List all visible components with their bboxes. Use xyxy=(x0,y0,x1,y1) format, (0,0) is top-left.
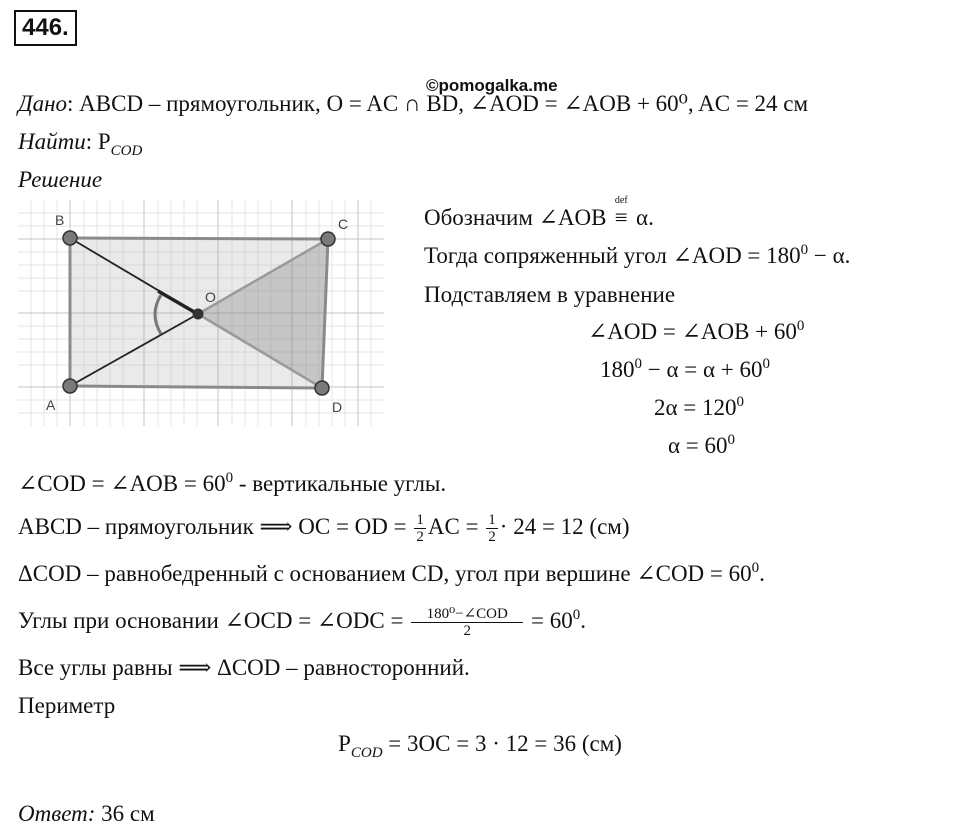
fraction-base-angle-den: 2 xyxy=(463,623,471,639)
equation-2-a: 180 xyxy=(600,357,635,382)
fraction-half-1-num: 1 xyxy=(416,512,424,528)
line-perimeter-formula xyxy=(0,730,960,761)
line-11-b: = 3OC = 3 · 12 = 36 (см) xyxy=(382,731,622,756)
fraction-half-2-num: 1 xyxy=(488,512,496,528)
line-isosceles xyxy=(18,560,765,588)
line-5-a: ∠COD = ∠AOB = 60 xyxy=(18,471,226,496)
right-line-1-text: Обозначим ∠AOB xyxy=(424,205,613,230)
fraction-base-angle xyxy=(411,606,523,639)
line-6-c: · 24 = 12 (см) xyxy=(499,513,630,539)
line-8-c: . xyxy=(580,607,586,633)
label-a: A xyxy=(46,397,56,413)
given-label: Дано xyxy=(18,91,68,116)
rectangle-diagram xyxy=(18,200,384,426)
label-b: B xyxy=(55,212,65,228)
fraction-half-2 xyxy=(486,512,498,545)
equation-1-text: ∠AOD = ∠AOB + 60 xyxy=(588,319,797,344)
find-text: : P xyxy=(85,129,111,154)
fraction-half-1-den: 2 xyxy=(416,529,424,545)
line-7-sup: 0 xyxy=(751,560,760,576)
fraction-base-angle-num: 180⁰−∠COD xyxy=(411,606,523,623)
fraction-half-2-den: 2 xyxy=(488,529,496,545)
vertex-a xyxy=(63,379,77,393)
equation-1-sup: 0 xyxy=(796,318,805,334)
equation-2 xyxy=(600,356,770,384)
right-line-2-tail: − α. xyxy=(808,243,851,268)
vertex-d xyxy=(315,381,329,395)
equation-2-b: − α = α + 60 xyxy=(642,357,763,382)
label-d: D xyxy=(332,399,343,415)
equation-3-text: 2α = 120 xyxy=(654,395,737,420)
line-5-b: - вертикальные углы. xyxy=(233,471,447,496)
watermark: ©pomogalka.me xyxy=(426,76,558,95)
fraction-half-1 xyxy=(414,512,426,545)
solution-label: Решение xyxy=(18,167,103,192)
point-o xyxy=(193,309,204,320)
def-equal-sign: def ≡ xyxy=(612,204,630,232)
equation-4-text: α = 60 xyxy=(668,433,728,458)
find-line xyxy=(18,128,143,159)
right-line-2-text: Тогда сопряженный угол ∠AOD = 180 xyxy=(424,243,801,268)
line-oc-od xyxy=(18,512,630,545)
label-o: O xyxy=(205,289,216,305)
equation-3 xyxy=(654,394,744,422)
right-line-2 xyxy=(424,242,850,270)
line-6-b: AC = xyxy=(427,513,485,539)
equation-2-sup-a: 0 xyxy=(634,356,642,372)
right-line-1 xyxy=(424,195,654,232)
equation-1 xyxy=(588,318,804,346)
line-base-angles xyxy=(18,606,586,639)
line-7-a: ΔCOD – равнобедренный с основанием CD, угол при вершине ∠COD = 60 xyxy=(18,561,752,586)
label-c: C xyxy=(338,216,349,232)
line-vertical-angles xyxy=(18,470,446,498)
find-sub: COD xyxy=(110,143,143,159)
equation-3-sup: 0 xyxy=(736,394,745,410)
def-label: def xyxy=(614,195,628,206)
equation-2-sup-b: 0 xyxy=(762,356,771,372)
equation-4-sup: 0 xyxy=(727,432,736,448)
line-5-sup: 0 xyxy=(225,470,234,486)
vertex-b xyxy=(63,231,77,245)
problem-number: 446. xyxy=(14,10,77,46)
line-8-a: Углы при основании ∠OCD = ∠ODC = xyxy=(18,607,410,633)
answer-label: Ответ: xyxy=(18,801,96,826)
line-11-sub: COD xyxy=(350,745,383,761)
right-line-1-tail: α. xyxy=(630,205,654,230)
line-8-b: = 60 xyxy=(525,607,573,633)
given-text: : ABCD – прямоугольник, O = AC ∩ BD, ∠AOD = ∠AOB + 60⁰, AC = 24 см xyxy=(67,91,809,116)
equation-4 xyxy=(668,432,735,460)
answer-value: 36 см xyxy=(95,801,155,826)
right-line-2-sup: 0 xyxy=(800,242,809,258)
vertex-c xyxy=(321,232,335,246)
find-label: Найти xyxy=(18,129,86,154)
line-7-b: . xyxy=(759,561,765,586)
line-6-a: ABCD – прямоугольник ⟹ OC = OD = xyxy=(18,513,413,539)
given-line xyxy=(18,90,808,118)
line-11-p: P xyxy=(338,731,351,756)
answer-line xyxy=(18,800,155,828)
line-equilateral: Все углы равны ⟹ ΔCOD – равносторонний. xyxy=(18,655,470,680)
right-line-3: Подставляем в уравнение xyxy=(424,282,676,307)
line-perimeter-label: Периметр xyxy=(18,693,116,718)
line-8-sup: 0 xyxy=(572,606,581,623)
